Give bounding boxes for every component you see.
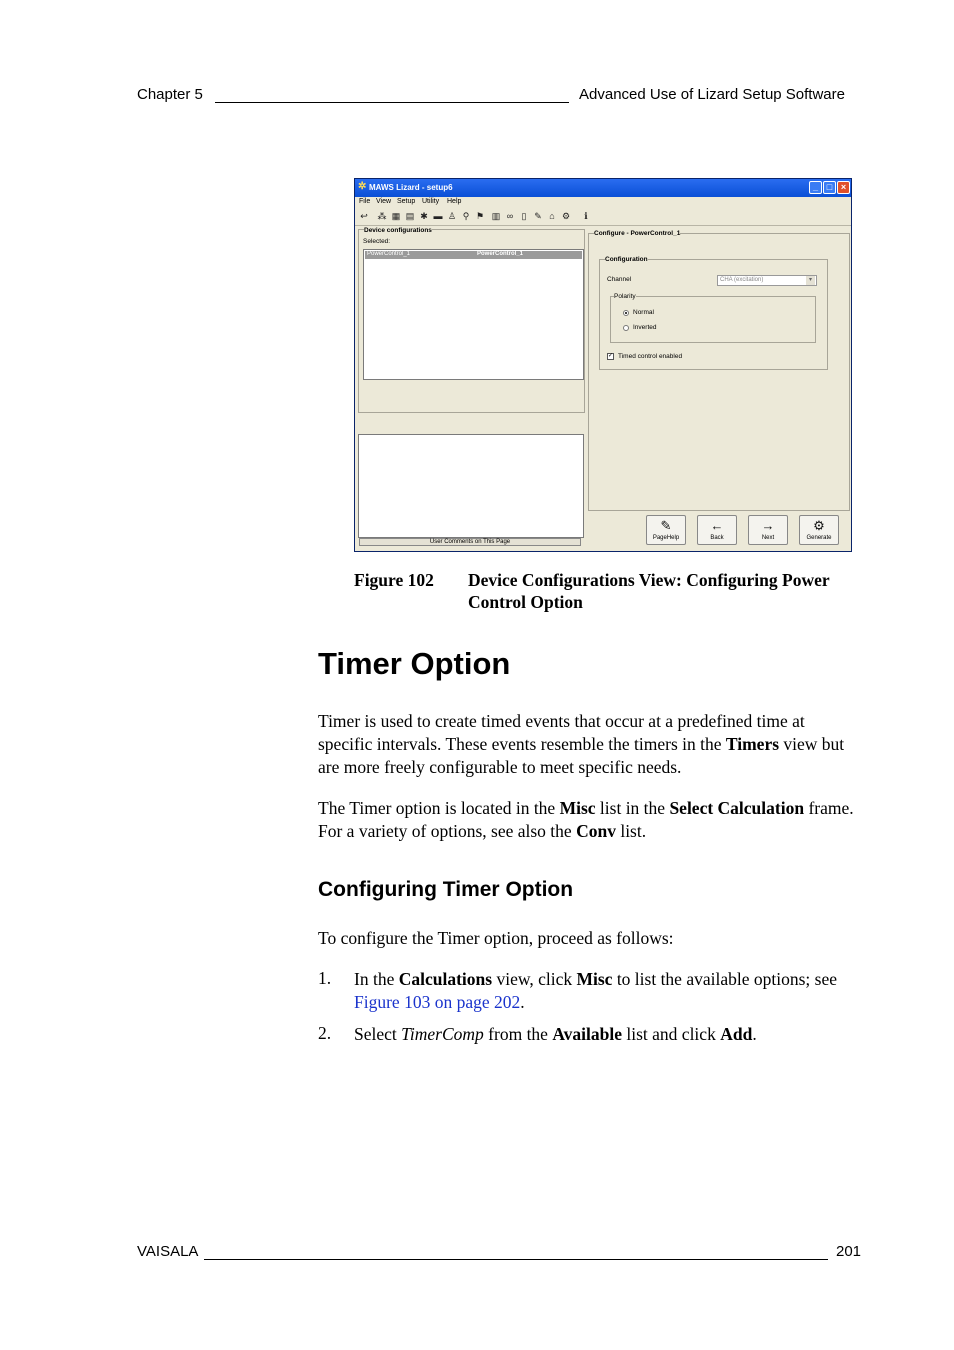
device-configurations-group: [358, 229, 585, 413]
channel-select[interactable]: [717, 275, 817, 286]
step-1-text: [354, 968, 864, 1014]
s1-f: .: [520, 992, 525, 1012]
display-icon[interactable]: ▬: [433, 211, 443, 221]
radio-inverted[interactable]: [623, 325, 629, 331]
figure-caption-line2: Control Option: [468, 592, 583, 612]
figure-number: Figure 102: [354, 570, 434, 590]
info-icon[interactable]: ℹ: [584, 211, 588, 221]
toolbar: [355, 208, 851, 226]
menu-help[interactable]: Help: [447, 198, 462, 205]
subsection-title: Configuring Timer Option: [318, 878, 574, 901]
back-button[interactable]: [697, 515, 737, 545]
menu-utility[interactable]: Utility: [422, 198, 440, 205]
channel-value: CHA (excitation): [720, 277, 764, 283]
device-row-name: PowerControl_1: [367, 251, 411, 257]
minimize-icon[interactable]: _: [809, 181, 822, 194]
device-row-type: PowerControl_1: [477, 251, 524, 257]
pagehelp-button[interactable]: [646, 515, 686, 545]
polarity-group: [610, 293, 816, 343]
device-row-selected[interactable]: [365, 251, 582, 259]
subsection-intro: To configure the Timer option, proceed as follows:: [318, 928, 674, 948]
radio-normal[interactable]: [623, 310, 629, 316]
arrow-left-icon: ←: [710, 518, 724, 533]
app-logo-icon: ✲: [358, 181, 367, 192]
timed-control-checkbox[interactable]: ✓: [608, 353, 614, 359]
s2-c: from the: [483, 1024, 553, 1044]
chapter-title: Advanced Use of Lizard Setup Software: [579, 86, 845, 103]
configuration-title: Configuration: [605, 256, 648, 263]
s2-bold-add: Add: [720, 1024, 753, 1044]
s1-e: to list the available options; see: [612, 969, 837, 989]
configure-title: Configure - PowerControl_1: [594, 230, 681, 237]
window-titlebar: [355, 179, 851, 197]
network-icon[interactable]: ⁂: [377, 211, 387, 221]
p1-bold-timers: Timers: [725, 734, 780, 754]
section-title: Timer Option: [318, 646, 511, 681]
s2-g: .: [752, 1024, 757, 1044]
undo-icon[interactable]: ↩: [360, 211, 368, 221]
paragraph-2: [318, 797, 863, 843]
radio-inverted-label: Inverted: [633, 324, 657, 331]
footer-rule: [204, 1259, 828, 1260]
app-screenshot: [354, 178, 852, 552]
device-alt-icon[interactable]: ▤: [405, 211, 415, 221]
p1-text-c: view but are more freely configurable to meet specific needs.: [318, 734, 845, 777]
p2-text-a: The Timer option is located in the: [318, 798, 560, 818]
step-2-text: [354, 1023, 864, 1046]
device-configurations-title: Device configurations: [364, 227, 432, 234]
s1-bold-calculations: Calculations: [398, 969, 493, 989]
menu-setup[interactable]: Setup: [397, 198, 416, 205]
person-icon[interactable]: ♙: [447, 211, 457, 221]
s2-e: list and click: [622, 1024, 721, 1044]
window-title: MAWS Lizard - setup6: [369, 183, 453, 192]
figure-103-link[interactable]: Figure 103 on page 202: [354, 992, 521, 1012]
figure-caption-line1: Device Configurations View: Configuring Power: [468, 570, 830, 590]
s1-a: In the: [354, 969, 399, 989]
grid-icon[interactable]: ▥: [491, 211, 501, 221]
s1-c: view, click: [492, 969, 577, 989]
header-rule: [215, 102, 569, 103]
help-icon: ✎: [660, 518, 672, 533]
chevron-down-icon[interactable]: ▾: [806, 276, 815, 285]
p2-text-c: list in the: [595, 798, 670, 818]
p2-bold-select-calculation: Select Calculation: [669, 798, 805, 818]
generate-label: Generate: [806, 535, 832, 541]
close-icon[interactable]: ×: [837, 181, 850, 194]
timed-control-label: Timed control enabled: [618, 353, 683, 360]
edit-icon[interactable]: ✎: [534, 211, 542, 221]
walk-icon[interactable]: ⚲: [462, 211, 470, 221]
user-comments-textarea[interactable]: [358, 434, 584, 538]
page-number: 201: [836, 1243, 862, 1260]
polarity-title: Polarity: [614, 293, 636, 300]
s2-bold-available: Available: [552, 1024, 623, 1044]
p1-text-a: Timer is used to create timed events that occur at a predefined time at specific intervals. These events resemble the timers in the: [318, 711, 805, 754]
p2-text-e: frame. For a variety of options, see also the: [318, 798, 854, 841]
menu-file[interactable]: File: [359, 198, 371, 205]
settings-icon[interactable]: ⚙: [561, 211, 571, 221]
step-1-number: 1.: [318, 968, 332, 988]
channel-label: Channel: [607, 276, 632, 283]
back-label: Back: [710, 535, 724, 541]
alarm-icon[interactable]: ⌂: [549, 211, 555, 221]
gear-icon: ⚙: [813, 518, 825, 533]
user-comments-bar[interactable]: User Comments on This Page: [359, 538, 581, 546]
next-label: Next: [761, 535, 775, 541]
footer-company: VAISALA: [137, 1243, 199, 1260]
device-list[interactable]: [363, 249, 584, 380]
radio-normal-label: Normal: [633, 309, 654, 316]
step-2-number: 2.: [318, 1023, 332, 1043]
p2-bold-conv: Conv: [576, 821, 616, 841]
pagehelp-label: PageHelp: [652, 535, 680, 541]
next-button[interactable]: [748, 515, 788, 545]
chapter-label: Chapter 5: [137, 86, 203, 103]
menu-bar: [355, 197, 851, 208]
sensor-icon[interactable]: ✱: [420, 211, 428, 221]
device-icon[interactable]: ▦: [391, 211, 401, 221]
link-icon[interactable]: ∞: [506, 211, 514, 221]
menu-view[interactable]: View: [376, 198, 392, 205]
selected-label: Selected:: [363, 238, 391, 245]
s2-italic-timercomp: TimerComp: [401, 1024, 484, 1044]
p2-bold-misc: Misc: [559, 798, 596, 818]
flag-icon[interactable]: ⚑: [475, 211, 485, 221]
maximize-icon[interactable]: □: [823, 181, 836, 194]
s2-a: Select: [354, 1024, 402, 1044]
s1-bold-misc: Misc: [576, 969, 613, 989]
configuration-group: [599, 256, 828, 370]
paragraph-1: [318, 710, 863, 779]
arrow-right-icon: →: [761, 518, 775, 533]
p2-text-g: list.: [615, 821, 647, 841]
page-icon[interactable]: ▯: [521, 211, 527, 221]
generate-button[interactable]: [799, 515, 839, 545]
configure-group: [588, 230, 850, 511]
